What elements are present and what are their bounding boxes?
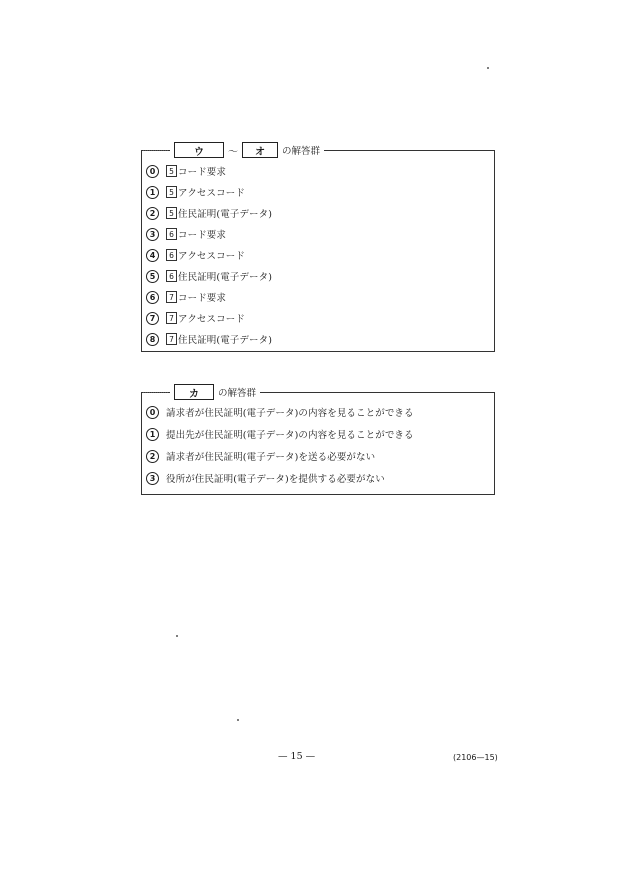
option-row — [146, 404, 414, 420]
option-row — [146, 448, 375, 464]
option-text: コード要求 — [178, 293, 227, 304]
option-badge: 0 — [146, 406, 159, 419]
option-row — [146, 184, 245, 200]
option-text: 提出先が住民証明(電子データ)の内容を見ることができる — [166, 430, 414, 441]
option-badge: 2 — [146, 207, 159, 220]
legend-suffix: の解答群 — [282, 146, 321, 157]
answer-group-u-o-legend — [170, 141, 324, 159]
step-number-box: 6 — [166, 270, 177, 282]
option-badge: 6 — [146, 291, 159, 304]
option-text: アクセスコード — [178, 314, 245, 325]
option-badge: 3 — [146, 472, 159, 485]
option-text: 住民証明(電子データ) — [178, 209, 273, 220]
blank-box-ka: カ — [174, 384, 214, 400]
blank-box-u: ウ — [174, 142, 224, 158]
option-badge: 4 — [146, 249, 159, 262]
step-number-box: 7 — [166, 312, 177, 324]
step-number-box: 6 — [166, 228, 177, 240]
option-badge: 3 — [146, 228, 159, 241]
option-row — [146, 426, 414, 442]
option-badge: 7 — [146, 312, 159, 325]
option-badge: 1 — [146, 186, 159, 199]
step-number-box: 7 — [166, 291, 177, 303]
option-row — [146, 268, 272, 284]
step-number-box: 6 — [166, 249, 177, 261]
document-code: (2106—15) — [453, 753, 498, 762]
option-row — [146, 470, 385, 486]
legend-leader — [143, 150, 168, 151]
option-text: アクセスコード — [178, 251, 245, 262]
option-text: 請求者が住民証明(電子データ)を送る必要がない — [166, 452, 376, 463]
option-text: コード要求 — [178, 230, 227, 241]
range-tilde: ～ — [228, 146, 238, 158]
scan-speck — [176, 635, 178, 637]
scan-speck — [487, 67, 489, 69]
option-row — [146, 226, 226, 242]
step-number-box: 5 — [166, 165, 177, 177]
legend-suffix: の解答群 — [218, 388, 257, 399]
option-text: 住民証明(電子データ) — [178, 335, 273, 346]
option-row — [146, 247, 245, 263]
blank-box-o: オ — [242, 142, 278, 158]
step-number-box: 7 — [166, 333, 177, 345]
option-row — [146, 205, 272, 221]
option-row — [146, 163, 226, 179]
option-text: アクセスコード — [178, 188, 245, 199]
answer-group-ka — [141, 388, 495, 495]
option-row — [146, 331, 272, 347]
option-row — [146, 289, 226, 305]
legend-leader — [143, 392, 168, 393]
step-number-box: 5 — [166, 207, 177, 219]
option-text: コード要求 — [178, 167, 227, 178]
option-badge: 8 — [146, 333, 159, 346]
scan-speck — [237, 719, 239, 721]
option-badge: 2 — [146, 450, 159, 463]
option-text: 住民証明(電子データ) — [178, 272, 273, 283]
option-badge: 5 — [146, 270, 159, 283]
option-badge: 0 — [146, 165, 159, 178]
answer-group-u-o — [141, 146, 495, 352]
step-number-box: 5 — [166, 186, 177, 198]
option-text: 役所が住民証明(電子データ)を提供する必要がない — [166, 474, 385, 485]
page-number: — 15 — — [278, 751, 316, 762]
option-text: 請求者が住民証明(電子データ)の内容を見ることができる — [166, 408, 414, 419]
option-row — [146, 310, 245, 326]
answer-group-ka-legend — [170, 383, 260, 401]
option-badge: 1 — [146, 428, 159, 441]
